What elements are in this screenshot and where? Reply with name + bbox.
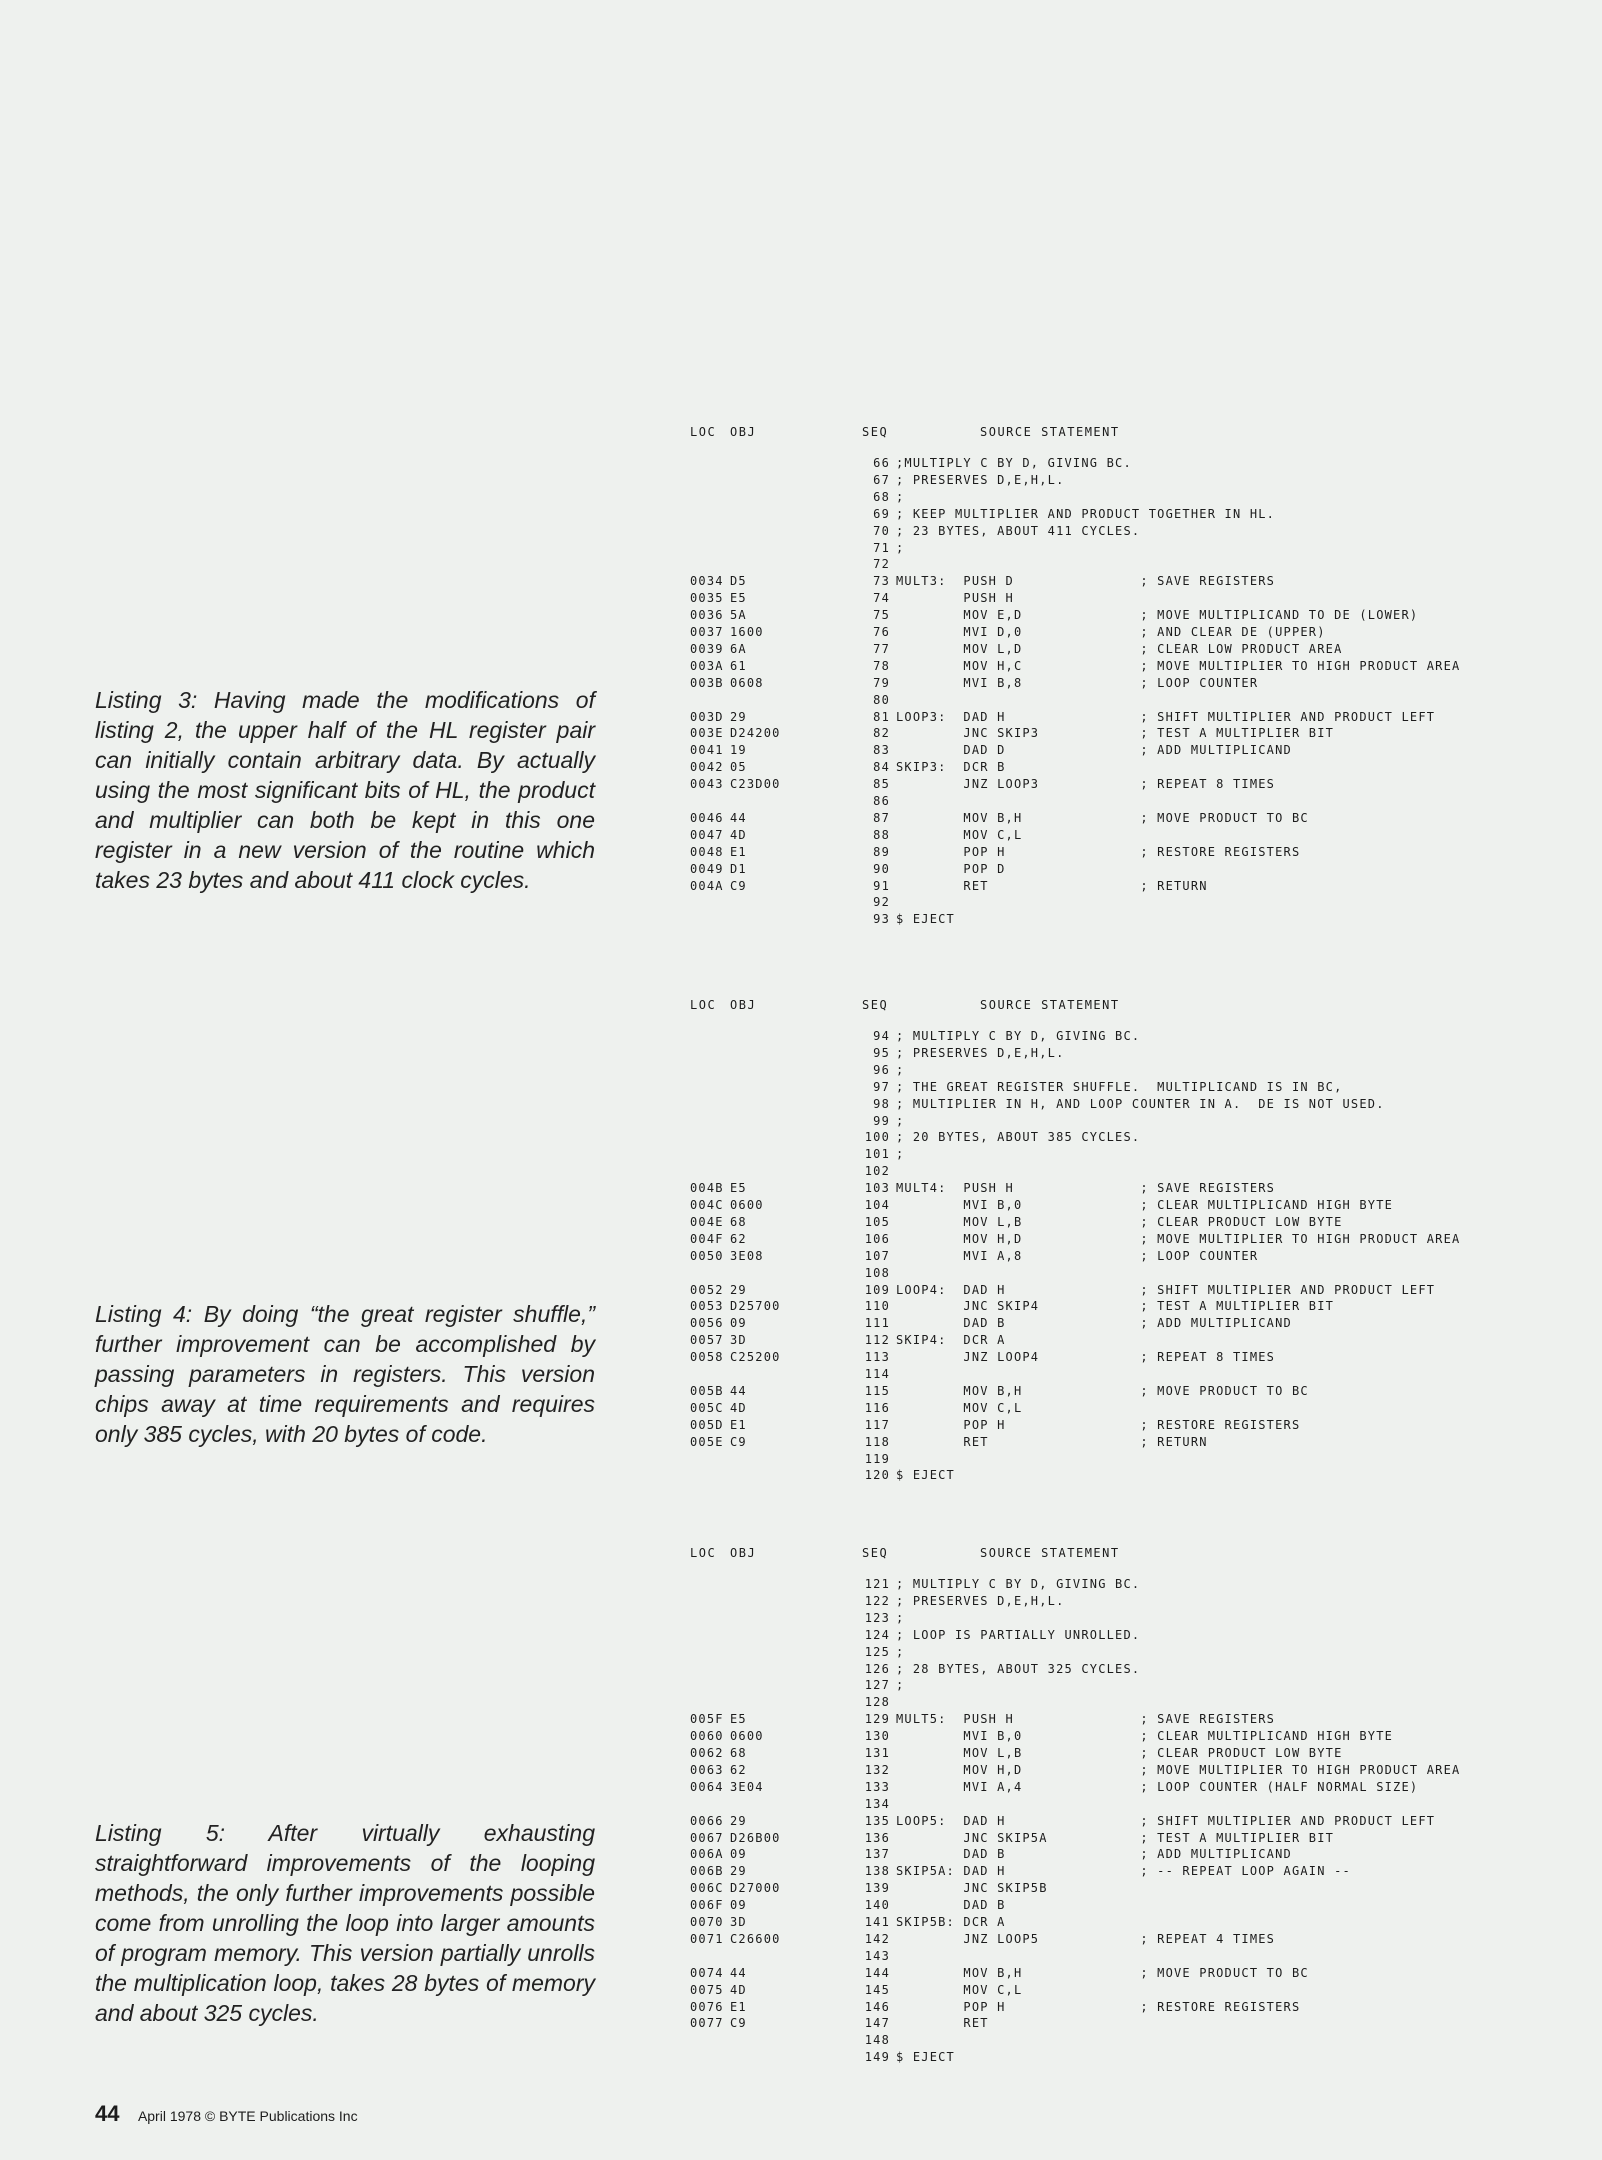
code-loc: 0047	[690, 827, 724, 842]
code-src: DAD B ; ADD MULTIPLICAND	[896, 1316, 1292, 1331]
code-obj: 05	[730, 760, 747, 775]
code-seq: 92	[873, 895, 890, 910]
code-src: $ EJECT	[896, 1468, 955, 1483]
code-obj: 3D	[730, 1915, 747, 1929]
code-seq: 122	[864, 1593, 890, 1608]
code-seq: 88	[873, 827, 890, 842]
code-src: ; KEEP MULTIPLIER AND PRODUCT TOGETHER IN HL.	[896, 506, 1276, 521]
code-loc: 005C	[690, 1400, 724, 1415]
code-src: DAD D ; ADD MULTIPLICAND	[896, 743, 1292, 758]
listing-4-caption: Listing 4: By doing “the great register shuffle,” further improvement can be accomplished by passing parameters in registers. This version chips away at time requirements and requires only 385 cycles, with 20 bytes of code.	[95, 1301, 595, 1447]
code-obj: C23D00	[730, 777, 781, 792]
code-seq: 73	[873, 574, 890, 589]
code-src: ;	[896, 1062, 905, 1077]
code-obj: D27000	[730, 1881, 781, 1896]
code-obj: 4D	[730, 827, 747, 842]
code-src: ;	[896, 1644, 905, 1659]
code-obj: E5	[730, 591, 747, 606]
code-src: MOV L,B ; CLEAR PRODUCT LOW BYTE	[896, 1746, 1343, 1760]
code-src: RET ; RETURN	[896, 1434, 1208, 1449]
header-src: SOURCE STATEMENT	[980, 425, 1120, 439]
code-src: MOV B,H ; MOVE PRODUCT TO BC	[896, 1383, 1309, 1398]
code-seq: 144	[864, 1965, 890, 1980]
code-seq: 149	[864, 2050, 890, 2065]
code-obj: 0608	[730, 675, 764, 690]
code-src: JNZ LOOP5 ; REPEAT 4 TIMES	[896, 1931, 1276, 1946]
code-loc: 0037	[690, 625, 724, 639]
code-src: LOOP4: DAD H ; SHIFT MULTIPLIER AND PRODUCT LEFT	[896, 1282, 1436, 1297]
code-seq: 102	[864, 1164, 890, 1179]
code-obj: E1	[730, 844, 747, 859]
header-loc: LOC	[690, 1546, 717, 1560]
code-seq: 78	[873, 658, 890, 673]
code-src: ; PRESERVES D,E,H,L.	[896, 1593, 1065, 1608]
code-obj: E5	[730, 1712, 747, 1727]
listing-5-caption: Listing 5: After virtually exhausting straightforward improvements of the looping methods, the only further improvements possible come from unrolling the loop into larger amounts of program memory. This version partially unrolls the multiplication loop, takes 28 bytes of memory and about 325 cycles.	[95, 1820, 595, 2026]
code-obj: 19	[730, 743, 747, 758]
code-src: MOV L,D ; CLEAR LOW PRODUCT AREA	[896, 641, 1343, 656]
code-src: MOV L,B ; CLEAR PRODUCT LOW BYTE	[896, 1214, 1343, 1229]
code-src: MOV H,D ; MOVE MULTIPLIER TO HIGH PRODUCT AREA	[896, 1762, 1461, 1777]
code-loc: 0041	[690, 743, 724, 758]
code-seq: 82	[873, 726, 890, 741]
code-loc: 0075	[690, 1982, 724, 1997]
code-loc: 006A	[690, 1847, 724, 1862]
code-loc: 0042	[690, 760, 724, 775]
code-seq: 146	[864, 1999, 890, 2014]
code-seq: 96	[873, 1062, 890, 1077]
code-seq: 105	[864, 1214, 890, 1229]
code-obj: 68	[730, 1214, 747, 1229]
code-obj: 44	[730, 1383, 747, 1398]
code-seq: 145	[864, 1982, 890, 1997]
code-seq: 138	[864, 1864, 890, 1879]
code-src: ;	[896, 1678, 905, 1693]
code-seq: 140	[864, 1898, 890, 1913]
code-src: RET	[896, 2016, 989, 2031]
header-src: SOURCE STATEMENT	[980, 998, 1120, 1012]
code-loc: 0071	[690, 1931, 724, 1946]
code-src: MVI B,0 ; CLEAR MULTIPLICAND HIGH BYTE	[896, 1729, 1394, 1744]
code-seq: 72	[873, 557, 890, 572]
code-loc: 0039	[690, 641, 724, 656]
code-obj: 44	[730, 810, 747, 825]
code-obj: 29	[730, 1813, 747, 1828]
code-seq: 121	[864, 1577, 890, 1591]
code-src: POP D	[896, 861, 1006, 876]
code-obj: D5	[730, 574, 747, 589]
code-loc: 0064	[690, 1779, 724, 1794]
code-src: ;	[896, 540, 905, 555]
code-seq: 106	[864, 1231, 890, 1246]
code-obj: C9	[730, 878, 747, 893]
code-src: ;	[896, 1113, 905, 1128]
code-loc: 003D	[690, 709, 724, 724]
code-obj: D1	[730, 861, 747, 876]
header-obj: OBJ	[730, 425, 757, 439]
code-loc: 0066	[690, 1813, 724, 1828]
code-src: JNZ LOOP4 ; REPEAT 8 TIMES	[896, 1350, 1276, 1365]
code-src: MOV H,C ; MOVE MULTIPLIER TO HIGH PRODUCT AREA	[896, 658, 1461, 673]
code-obj: 44	[730, 1965, 747, 1980]
code-src: ; 23 BYTES, ABOUT 411 CYCLES.	[896, 523, 1141, 538]
code-seq: 112	[864, 1333, 890, 1348]
code-obj: C9	[730, 2016, 747, 2031]
code-seq: 134	[864, 1796, 890, 1811]
header-loc: LOC	[690, 998, 717, 1012]
code-seq: 76	[873, 625, 890, 639]
code-loc: 004C	[690, 1198, 724, 1212]
code-seq: 118	[864, 1434, 890, 1449]
code-seq: 111	[864, 1316, 890, 1331]
code-src: POP H ; RESTORE REGISTERS	[896, 1417, 1301, 1432]
code-obj: 68	[730, 1746, 747, 1760]
code-obj: 29	[730, 1282, 747, 1297]
code-obj: E1	[730, 1417, 747, 1432]
code-seq: 115	[864, 1383, 890, 1398]
code-src: POP H ; RESTORE REGISTERS	[896, 844, 1301, 859]
code-seq: 94	[873, 1029, 890, 1043]
code-src: JNC SKIP4 ; TEST A MULTIPLIER BIT	[896, 1299, 1335, 1314]
code-loc: 0049	[690, 861, 724, 876]
code-obj: C26600	[730, 1931, 781, 1946]
code-seq: 93	[873, 912, 890, 927]
code-seq: 133	[864, 1779, 890, 1794]
code-src: SKIP3: DCR B	[896, 760, 1006, 775]
code-src: $ EJECT	[896, 2050, 955, 2065]
code-src: ;	[896, 1610, 905, 1625]
code-obj: 62	[730, 1762, 747, 1777]
code-seq: 86	[873, 794, 890, 808]
code-seq: 83	[873, 743, 890, 758]
code-seq: 75	[873, 608, 890, 623]
code-seq: 67	[873, 472, 890, 487]
header-obj: OBJ	[730, 1546, 757, 1560]
code-loc: 0048	[690, 844, 724, 859]
code-loc: 003B	[690, 675, 724, 690]
code-seq: 85	[873, 777, 890, 792]
code-src: MVI B,0 ; CLEAR MULTIPLICAND HIGH BYTE	[896, 1198, 1394, 1212]
code-obj: E1	[730, 1999, 747, 2014]
code-seq: 123	[864, 1610, 890, 1625]
code-loc: 003A	[690, 658, 724, 673]
code-obj: D24200	[730, 726, 781, 741]
code-loc: 005E	[690, 1434, 724, 1449]
code-seq: 70	[873, 523, 890, 538]
code-seq: 103	[864, 1181, 890, 1196]
code-obj: 1600	[730, 625, 764, 639]
code-seq: 95	[873, 1045, 890, 1060]
header-seq: SEQ	[862, 1546, 889, 1560]
code-seq: 120	[864, 1468, 890, 1483]
code-src: POP H ; RESTORE REGISTERS	[896, 1999, 1301, 2014]
code-src: DAD B	[896, 1898, 1006, 1913]
code-seq: 68	[873, 489, 890, 504]
code-loc: 0034	[690, 574, 724, 589]
code-src: ;	[896, 489, 905, 504]
code-src: ; 28 BYTES, ABOUT 325 CYCLES.	[896, 1661, 1141, 1676]
code-loc: 0043	[690, 777, 724, 792]
code-loc: 004A	[690, 878, 724, 893]
code-seq: 139	[864, 1881, 890, 1896]
code-obj: C9	[730, 1434, 747, 1449]
code-seq: 101	[864, 1147, 890, 1162]
code-loc: 005D	[690, 1417, 724, 1432]
code-loc: 004E	[690, 1214, 724, 1229]
code-src: SKIP5A: DAD H ; -- REPEAT LOOP AGAIN --	[896, 1864, 1351, 1879]
code-seq: 141	[864, 1915, 890, 1929]
copyright-line: April 1978 © BYTE Publications Inc	[137, 2108, 358, 2124]
code-obj: 3E08	[730, 1248, 764, 1263]
code-src: MOV B,H ; MOVE PRODUCT TO BC	[896, 810, 1309, 825]
code-obj: 5A	[730, 608, 747, 623]
code-src: ; MULTIPLY C BY D, GIVING BC.	[896, 1577, 1141, 1591]
code-src: ;	[896, 1147, 905, 1162]
code-src: ; 20 BYTES, ABOUT 385 CYCLES.	[896, 1130, 1141, 1145]
code-loc: 0046	[690, 810, 724, 825]
code-seq: 148	[864, 2033, 890, 2048]
code-loc: 004B	[690, 1181, 724, 1196]
code-src: ;MULTIPLY C BY D, GIVING BC.	[896, 456, 1132, 470]
code-src: SKIP4: DCR A	[896, 1333, 1006, 1348]
code-loc: 0052	[690, 1282, 724, 1297]
code-seq: 116	[864, 1400, 890, 1415]
code-seq: 108	[864, 1265, 890, 1280]
code-src: $ EJECT	[896, 912, 955, 927]
code-seq: 100	[864, 1130, 890, 1145]
code-seq: 87	[873, 810, 890, 825]
code-obj: 3D	[730, 1333, 747, 1348]
code-obj: C25200	[730, 1350, 781, 1365]
code-seq: 71	[873, 540, 890, 555]
code-loc: 0076	[690, 1999, 724, 2014]
code-seq: 66	[873, 456, 890, 470]
code-src: DAD B ; ADD MULTIPLICAND	[896, 1847, 1292, 1862]
code-seq: 77	[873, 641, 890, 656]
code-src: MOV H,D ; MOVE MULTIPLIER TO HIGH PRODUCT AREA	[896, 1231, 1461, 1246]
code-loc: 0074	[690, 1965, 724, 1980]
code-loc: 0053	[690, 1299, 724, 1314]
code-seq: 142	[864, 1931, 890, 1946]
code-loc: 006B	[690, 1864, 724, 1879]
code-seq: 132	[864, 1762, 890, 1777]
code-seq: 90	[873, 861, 890, 876]
code-loc: 005B	[690, 1383, 724, 1398]
code-seq: 97	[873, 1079, 890, 1094]
code-loc: 0070	[690, 1915, 724, 1929]
code-seq: 114	[864, 1367, 890, 1381]
code-src: ; PRESERVES D,E,H,L.	[896, 472, 1065, 487]
code-src: JNZ LOOP3 ; REPEAT 8 TIMES	[896, 777, 1276, 792]
code-seq: 74	[873, 591, 890, 606]
code-obj: 29	[730, 1864, 747, 1879]
code-seq: 129	[864, 1712, 890, 1727]
code-obj: 62	[730, 1231, 747, 1246]
code-src: MOV C,L	[896, 827, 1023, 842]
code-src: JNC SKIP3 ; TEST A MULTIPLIER BIT	[896, 726, 1335, 741]
code-obj: 6A	[730, 641, 747, 656]
page-footer	[95, 2101, 358, 2127]
code-loc: 004F	[690, 1231, 724, 1246]
code-seq: 79	[873, 675, 890, 690]
header-obj: OBJ	[730, 998, 757, 1012]
code-seq: 143	[864, 1948, 890, 1963]
code-seq: 84	[873, 760, 890, 775]
code-seq: 110	[864, 1299, 890, 1314]
code-loc: 0060	[690, 1729, 724, 1744]
code-seq: 81	[873, 709, 890, 724]
header-seq: SEQ	[862, 998, 889, 1012]
code-seq: 137	[864, 1847, 890, 1862]
listing-3-caption: Listing 3: Having made the modifications of listing 2, the upper half of the HL register pair can initially contain arbitrary data. By actually using the most significant bits of HL, the product and multiplier can both be kept in this one register in a new version of the routine which takes 23 bytes and about 411 clock cycles.	[95, 687, 595, 893]
code-seq: 69	[873, 506, 890, 521]
code-src: ; MULTIPLIER IN H, AND LOOP COUNTER IN A. DE IS NOT USED.	[896, 1096, 1385, 1111]
code-obj: D26B00	[730, 1830, 781, 1845]
code-obj: 29	[730, 709, 747, 724]
code-obj: 61	[730, 658, 747, 673]
code-src: LOOP3: DAD H ; SHIFT MULTIPLIER AND PRODUCT LEFT	[896, 709, 1436, 724]
code-src: ; PRESERVES D,E,H,L.	[896, 1045, 1065, 1060]
code-obj: 09	[730, 1316, 747, 1331]
code-loc: 0035	[690, 591, 724, 606]
code-loc: 0058	[690, 1350, 724, 1365]
code-seq: 126	[864, 1661, 890, 1676]
code-loc: 005F	[690, 1712, 724, 1727]
code-loc: 0062	[690, 1746, 724, 1760]
code-obj: 0600	[730, 1729, 764, 1744]
code-loc: 0077	[690, 2016, 724, 2031]
code-src: LOOP5: DAD H ; SHIFT MULTIPLIER AND PRODUCT LEFT	[896, 1813, 1436, 1828]
code-seq: 128	[864, 1695, 890, 1710]
code-loc: 0056	[690, 1316, 724, 1331]
code-seq: 117	[864, 1417, 890, 1432]
code-seq: 124	[864, 1627, 890, 1642]
code-loc: 006C	[690, 1881, 724, 1896]
code-seq: 91	[873, 878, 890, 893]
code-src: PUSH H	[896, 591, 1014, 606]
code-loc: 003E	[690, 726, 724, 741]
code-src: MVI A,4 ; LOOP COUNTER (HALF NORMAL SIZE)	[896, 1779, 1419, 1794]
code-loc: 0067	[690, 1830, 724, 1845]
code-src: MVI A,8 ; LOOP COUNTER	[896, 1248, 1259, 1263]
code-seq: 127	[864, 1678, 890, 1693]
code-obj: 09	[730, 1898, 747, 1913]
code-src: MULT4: PUSH H ; SAVE REGISTERS	[896, 1181, 1276, 1196]
code-src: MOV C,L	[896, 1982, 1023, 1997]
code-seq: 130	[864, 1729, 890, 1744]
code-seq: 80	[873, 692, 890, 707]
code-src: JNC SKIP5A ; TEST A MULTIPLIER BIT	[896, 1830, 1335, 1845]
code-obj: D25700	[730, 1299, 781, 1314]
code-src: MULT3: PUSH D ; SAVE REGISTERS	[896, 574, 1276, 589]
code-src: ; LOOP IS PARTIALLY UNROLLED.	[896, 1627, 1141, 1642]
code-seq: 89	[873, 844, 890, 859]
code-obj: 3E04	[730, 1779, 764, 1794]
code-seq: 125	[864, 1644, 890, 1659]
code-src: ; THE GREAT REGISTER SHUFFLE. MULTIPLICAND IS IN BC,	[896, 1079, 1343, 1094]
code-loc: 0063	[690, 1762, 724, 1777]
code-src: JNC SKIP5B	[896, 1881, 1048, 1896]
code-seq: 109	[864, 1282, 890, 1297]
code-seq: 99	[873, 1113, 890, 1128]
code-obj: 0600	[730, 1198, 764, 1212]
code-seq: 131	[864, 1746, 890, 1760]
code-src: MOV B,H ; MOVE PRODUCT TO BC	[896, 1965, 1309, 1980]
code-seq: 135	[864, 1813, 890, 1828]
code-seq: 147	[864, 2016, 890, 2031]
header-seq: SEQ	[862, 425, 889, 439]
code-seq: 113	[864, 1350, 890, 1365]
code-obj: E5	[730, 1181, 747, 1196]
code-loc: 0057	[690, 1333, 724, 1348]
header-src: SOURCE STATEMENT	[980, 1546, 1120, 1560]
code-seq: 104	[864, 1198, 890, 1212]
code-src: MOV C,L	[896, 1400, 1023, 1415]
code-seq: 98	[873, 1096, 890, 1111]
code-src: ; MULTIPLY C BY D, GIVING BC.	[896, 1029, 1141, 1043]
code-obj: 4D	[730, 1982, 747, 1997]
code-src: MULT5: PUSH H ; SAVE REGISTERS	[896, 1712, 1276, 1727]
code-obj: 4D	[730, 1400, 747, 1415]
code-src: MVI D,0 ; AND CLEAR DE (UPPER)	[896, 625, 1326, 639]
header-loc: LOC	[690, 425, 717, 439]
code-src: RET ; RETURN	[896, 878, 1208, 893]
page-number: 44	[95, 2101, 120, 2126]
code-loc: 0050	[690, 1248, 724, 1263]
code-src: SKIP5B: DCR A	[896, 1915, 1006, 1929]
code-src: MOV E,D ; MOVE MULTIPLICAND TO DE (LOWER)	[896, 608, 1419, 623]
code-seq: 107	[864, 1248, 890, 1263]
code-loc: 0036	[690, 608, 724, 623]
code-seq: 119	[864, 1451, 890, 1466]
code-seq: 136	[864, 1830, 890, 1845]
code-loc: 006F	[690, 1898, 724, 1913]
code-src: MVI B,8 ; LOOP COUNTER	[896, 675, 1259, 690]
code-obj: 09	[730, 1847, 747, 1862]
